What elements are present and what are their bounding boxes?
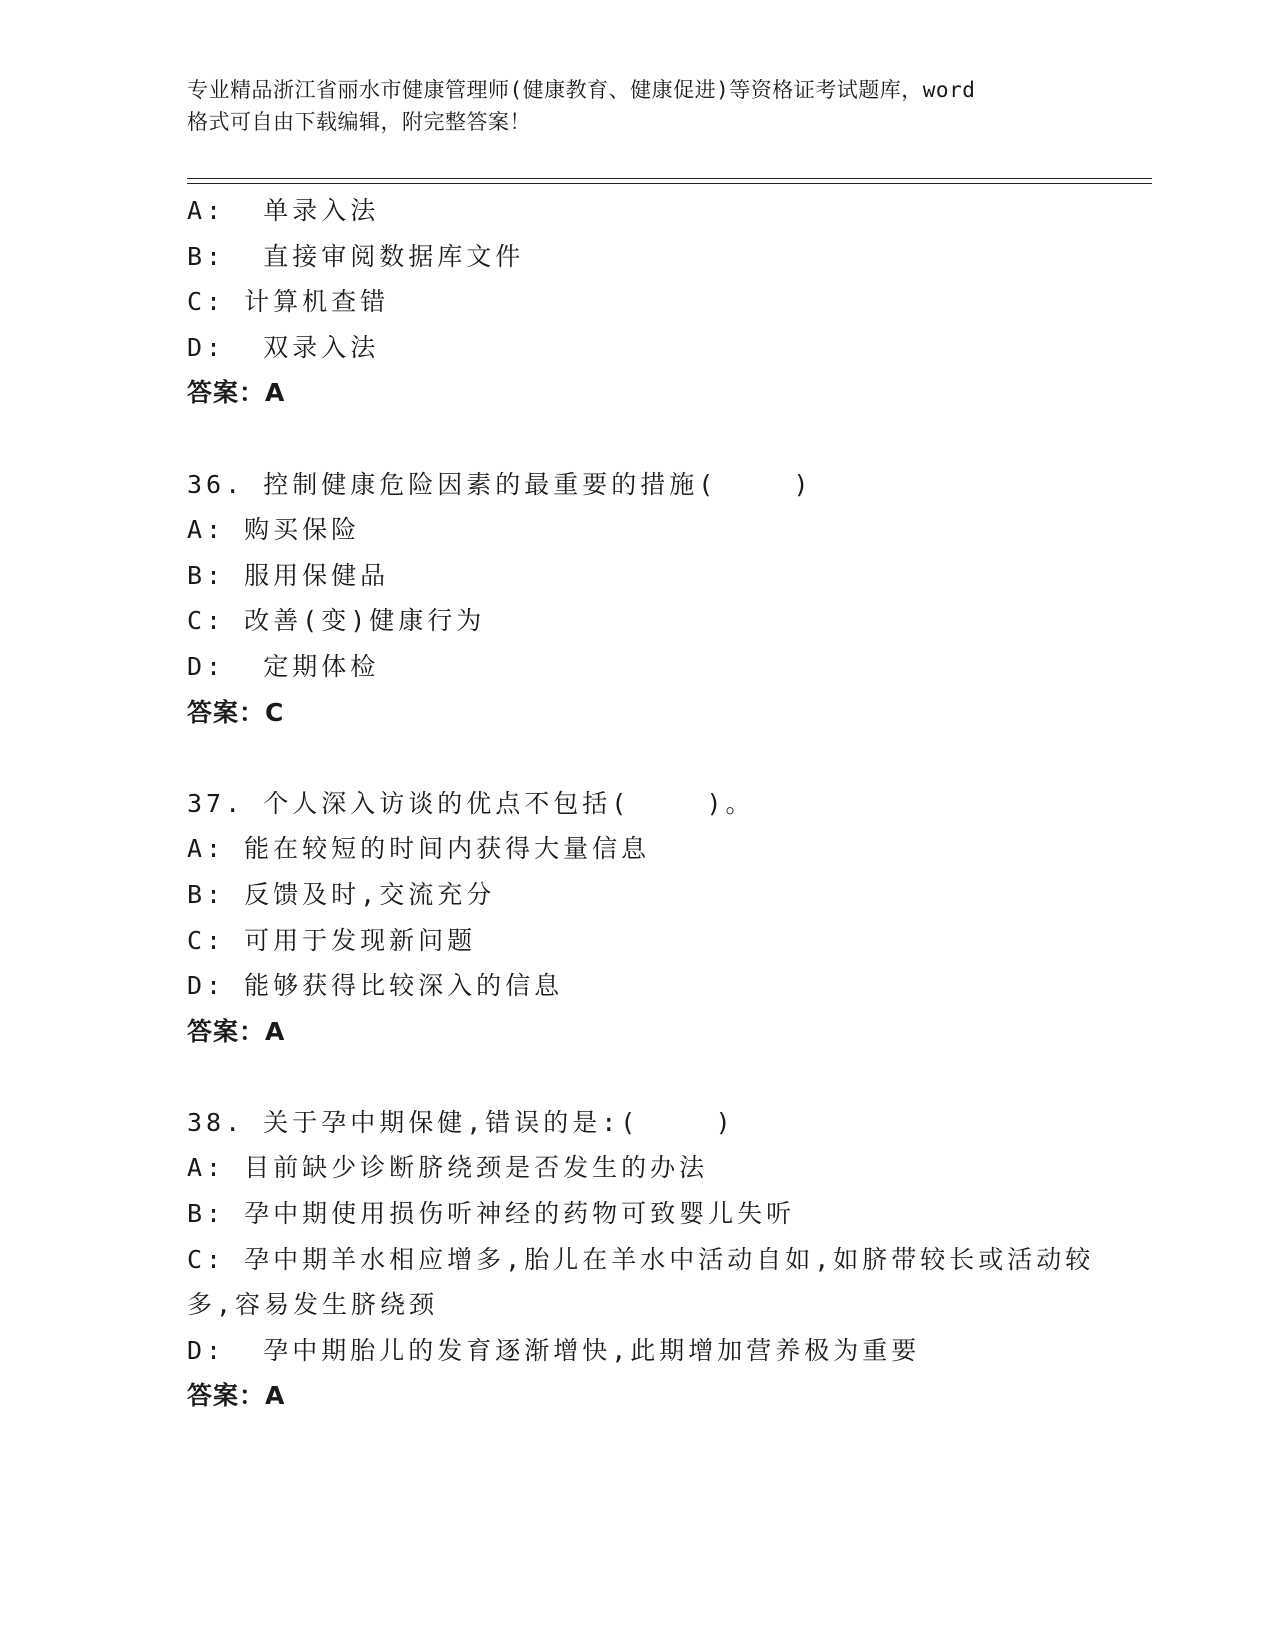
question-stem: 37. 个人深入访谈的优点不包括( )。	[187, 788, 755, 818]
answer-line: 答案：A	[187, 378, 286, 408]
spacer	[187, 735, 1087, 781]
option-b: B: 服用保健品	[187, 560, 390, 590]
option-c: C: 计算机查错	[187, 287, 390, 317]
option-a: A: 目前缺少诊断脐绕颈是否发生的办法	[187, 1153, 709, 1183]
option-d: D: 定期体检	[187, 651, 380, 681]
option-c: C: 孕中期羊水相应增多,胎儿在羊水中活动自如,如脐带较长或活动较	[187, 1244, 1095, 1274]
option-a: A: 能在较短的时间内获得大量信息	[187, 834, 651, 864]
option-b: B: 直接审阅数据库文件	[187, 241, 525, 271]
question-36-block	[187, 462, 1087, 736]
option-b: B: 反馈及时,交流充分	[187, 879, 496, 909]
option-d: D: 能够获得比较深入的信息	[187, 971, 564, 1001]
option-d: D: 双录入法	[187, 332, 380, 362]
answer-line: 答案：A	[187, 1381, 286, 1411]
answer-line: 答案：C	[187, 697, 285, 727]
header-line-1: 专业精品浙江省丽水市健康管理师(健康教育、健康促进)等资格证考试题库，word	[187, 78, 976, 102]
question-37-block	[187, 781, 1087, 1055]
question-list	[187, 188, 1095, 1419]
option-d: D: 孕中期胎儿的发育逐渐增快,此期增加营养极为重要	[187, 1335, 921, 1365]
answer-line: 答案：A	[187, 1016, 286, 1046]
question-38-block	[187, 1100, 1095, 1419]
spacer	[187, 1054, 1087, 1100]
header-rule-top	[187, 178, 1152, 179]
question-stem: 36. 控制健康危险因素的最重要的措施( )	[187, 469, 813, 499]
option-c-continuation: 多,容易发生脐绕颈	[187, 1290, 439, 1320]
question-35-block	[187, 188, 1087, 416]
option-b: B: 孕中期使用损伤听神经的药物可致婴儿失听	[187, 1199, 796, 1229]
header-line-2: 格式可自由下载编辑，附完整答案！	[187, 110, 531, 134]
question-stem: 38. 关于孕中期保健,错误的是:( )	[187, 1107, 735, 1137]
option-a: A: 购买保险	[187, 515, 361, 545]
spacer	[187, 416, 1087, 462]
option-c: C: 改善(变)健康行为	[187, 606, 486, 636]
option-a: A: 单录入法	[187, 196, 380, 225]
header-rule-bottom	[187, 183, 1152, 184]
option-c: C: 可用于发现新问题	[187, 925, 477, 955]
document-header	[187, 74, 1087, 138]
